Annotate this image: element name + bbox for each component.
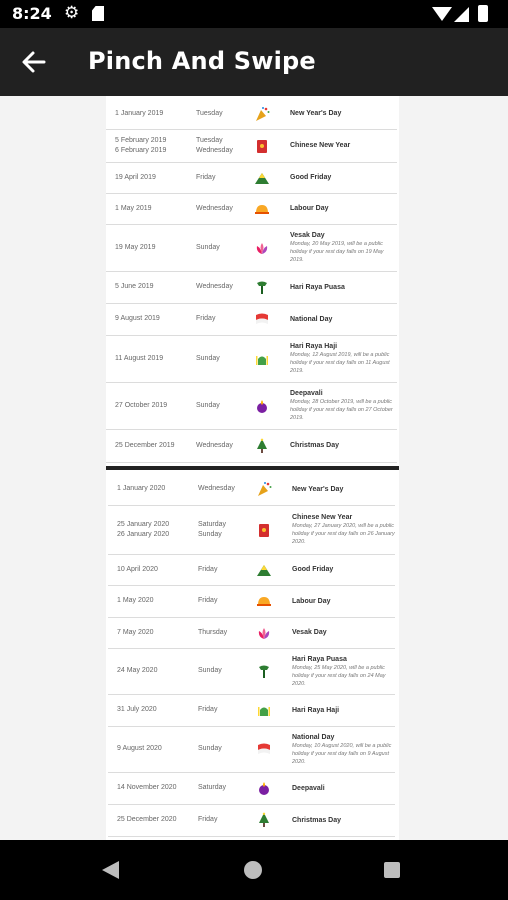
date-text: 31 July 2020 xyxy=(117,706,157,713)
row-day xyxy=(198,694,254,726)
sd-card-icon xyxy=(92,6,104,21)
day-text: Wednesday xyxy=(198,485,235,492)
status-bar xyxy=(0,0,508,28)
row-holiday xyxy=(292,505,396,554)
holiday-name: Deepavali xyxy=(292,784,325,792)
date-text: 14 November 2020 xyxy=(117,784,177,791)
row-holiday xyxy=(290,193,394,224)
flag-icon xyxy=(254,311,270,327)
row-day xyxy=(196,335,252,382)
row-holiday xyxy=(292,694,396,726)
date-text: 10 April 2020 xyxy=(117,565,158,573)
nav-home-icon[interactable] xyxy=(244,861,262,879)
row-holiday xyxy=(290,382,394,429)
date-text: 5 February 2019 xyxy=(115,136,167,144)
row-day xyxy=(198,726,254,772)
hard-hat-icon xyxy=(256,593,272,609)
holiday-name: Christmas Day xyxy=(290,442,340,449)
table-row xyxy=(106,162,397,194)
row-holiday xyxy=(290,162,394,193)
row-day xyxy=(198,585,254,617)
date-text: 1 May 2019 xyxy=(115,204,152,212)
oil-lamp-icon xyxy=(256,780,272,796)
day-text: Sunday xyxy=(196,354,220,362)
holiday-name: Deepavali xyxy=(290,390,323,397)
red-packet-icon xyxy=(254,138,270,154)
document-viewer[interactable] xyxy=(0,96,508,840)
christmas-tree-icon xyxy=(256,812,272,828)
row-holiday xyxy=(292,554,396,585)
holiday-name: Chinese New Year xyxy=(292,514,353,521)
lotus-icon xyxy=(256,625,272,641)
day-text: Wednesday xyxy=(196,441,233,449)
day-text: Friday xyxy=(198,816,218,823)
day-text: Wednesday xyxy=(196,146,233,154)
date-text: 25 January 2020 xyxy=(117,520,170,528)
day-text: Friday xyxy=(198,706,218,713)
gear-icon: ⚙ xyxy=(64,3,80,22)
table-row xyxy=(108,585,395,618)
arrow-left-icon xyxy=(14,44,54,80)
row-day xyxy=(198,473,254,505)
row-day xyxy=(198,505,254,554)
holiday-name: National Day xyxy=(290,315,333,323)
row-date xyxy=(117,772,195,804)
status-time: 8:24 xyxy=(12,4,52,23)
date-text: 7 May 2020 xyxy=(117,628,154,636)
ketupat-icon xyxy=(256,663,272,679)
row-date xyxy=(117,694,195,726)
holiday-name: Christmas Day xyxy=(292,816,342,824)
day-text: Sunday xyxy=(198,530,222,538)
date-text: 25 December 2020 xyxy=(117,816,177,823)
holiday-name: Hari Raya Puasa xyxy=(292,655,347,663)
row-date xyxy=(115,429,193,462)
hill-icon xyxy=(254,170,270,186)
row-day xyxy=(196,429,252,462)
holiday-note: Monday, 27 January 2020, will be a public holiday if your rest day falls on 26 January 2020. xyxy=(292,523,395,545)
row-date xyxy=(115,271,193,303)
row-day xyxy=(198,554,254,585)
red-packet-icon xyxy=(256,522,272,538)
holiday-note: Monday, 20 May 2019, will be a public holiday if your rest day falls on 19 May 2019. xyxy=(290,241,384,263)
row-holiday xyxy=(290,271,394,303)
holiday-name: Labour Day xyxy=(292,597,331,605)
day-text: Sunday xyxy=(198,745,222,752)
navigation-bar xyxy=(0,840,508,900)
table-row xyxy=(108,473,395,506)
date-text: 27 October 2019 xyxy=(115,401,168,409)
row-day xyxy=(196,303,252,335)
day-text: Saturday xyxy=(198,520,227,528)
day-text: Friday xyxy=(198,597,218,604)
day-text: Sunday xyxy=(198,667,222,674)
row-date xyxy=(115,335,193,382)
row-date xyxy=(115,98,193,129)
nav-recents-icon[interactable] xyxy=(384,862,400,878)
row-date xyxy=(117,585,195,617)
hill-icon xyxy=(256,562,272,578)
holiday-name: Labour Day xyxy=(290,205,329,212)
mosque-icon xyxy=(254,351,270,367)
holiday-name: Good Friday xyxy=(292,566,334,573)
date-text: 1 January 2020 xyxy=(117,485,166,492)
row-date xyxy=(115,224,193,271)
table-row xyxy=(108,554,395,586)
date-text: 11 August 2019 xyxy=(115,354,164,362)
mosque-icon xyxy=(256,702,272,718)
holiday-name: National Day xyxy=(292,733,335,741)
row-holiday xyxy=(290,303,394,335)
holiday-note: Monday, 10 August 2020, will be a public holiday if your rest day falls on 9 August 2020. xyxy=(292,742,392,765)
signal-icon xyxy=(454,7,469,22)
row-holiday xyxy=(290,429,394,462)
row-date xyxy=(115,193,193,224)
row-date xyxy=(117,617,195,648)
row-holiday xyxy=(292,804,396,836)
holiday-note: Monday, 25 May 2020, will be a public holiday if your rest day falls on 24 May 2020. xyxy=(292,664,386,687)
date-text: 26 January 2020 xyxy=(117,530,170,538)
day-text: Wednesday xyxy=(196,283,233,290)
row-holiday xyxy=(290,224,394,271)
date-text: 24 May 2020 xyxy=(117,667,158,674)
row-day xyxy=(198,648,254,694)
date-text: 9 August 2020 xyxy=(117,745,162,752)
row-day xyxy=(196,98,252,129)
row-day xyxy=(198,617,254,648)
row-holiday xyxy=(290,335,394,382)
row-day xyxy=(198,772,254,804)
day-text: Friday xyxy=(196,173,216,181)
row-date xyxy=(117,804,195,836)
table-row xyxy=(108,505,395,555)
row-day xyxy=(196,224,252,271)
holiday-name: Chinese New Year xyxy=(290,142,351,149)
holiday-note: Monday, 12 August 2019, will be a public holiday if your rest day falls on 11 August 2019. xyxy=(290,352,390,374)
lotus-icon xyxy=(254,240,270,256)
row-date xyxy=(117,726,195,772)
table-row xyxy=(106,271,397,304)
table-row xyxy=(108,648,395,695)
oil-lamp-icon xyxy=(254,398,270,414)
day-text: Sunday xyxy=(196,401,220,409)
nav-back-icon[interactable] xyxy=(102,861,119,879)
row-date xyxy=(117,505,195,554)
row-holiday xyxy=(292,726,396,772)
table-row xyxy=(106,303,397,336)
row-day xyxy=(196,382,252,429)
app-bar xyxy=(0,28,508,96)
table-row xyxy=(106,335,397,383)
row-date xyxy=(115,129,193,162)
wifi-icon xyxy=(432,7,452,21)
row-date xyxy=(117,473,195,505)
row-holiday xyxy=(290,98,394,129)
table-row xyxy=(108,726,395,773)
date-text: 9 August 2019 xyxy=(115,315,160,322)
christmas-tree-icon xyxy=(254,438,270,454)
table-row xyxy=(106,129,397,163)
day-text: Friday xyxy=(198,565,218,573)
table-row xyxy=(106,429,397,463)
row-holiday xyxy=(290,129,394,162)
holiday-name: Good Friday xyxy=(290,174,332,181)
row-day xyxy=(196,162,252,193)
row-date xyxy=(115,162,193,193)
ketupat-icon xyxy=(254,279,270,295)
row-date xyxy=(117,554,195,585)
row-date xyxy=(115,382,193,429)
battery-icon xyxy=(478,5,488,22)
row-day xyxy=(198,804,254,836)
row-day xyxy=(196,271,252,303)
table-row xyxy=(106,193,397,225)
flag-icon xyxy=(256,741,272,757)
party-popper-icon xyxy=(254,106,270,122)
row-day xyxy=(196,193,252,224)
day-text: Tuesday xyxy=(196,109,223,117)
row-holiday xyxy=(292,473,396,505)
holiday-name: Hari Raya Haji xyxy=(290,343,338,350)
date-text: 5 June 2019 xyxy=(115,283,154,290)
holiday-name: Vesak Day xyxy=(292,629,327,636)
table-row xyxy=(108,804,395,837)
table-row xyxy=(108,772,395,805)
day-text: Wednesday xyxy=(196,204,233,212)
day-text: Tuesday xyxy=(196,136,223,144)
back-button[interactable] xyxy=(14,44,54,80)
date-text: 19 April 2019 xyxy=(115,173,156,181)
row-holiday xyxy=(292,585,396,617)
holiday-name: New Year's Day xyxy=(290,110,342,117)
party-popper-icon xyxy=(256,481,272,497)
day-text: Thursday xyxy=(198,628,228,636)
table-row xyxy=(108,694,395,727)
date-text: 1 May 2020 xyxy=(117,597,154,604)
day-text: Saturday xyxy=(198,784,227,791)
row-holiday xyxy=(292,648,396,694)
date-text: 6 February 2019 xyxy=(115,146,167,154)
page-title: Pinch And Swipe xyxy=(88,47,316,75)
date-text: 19 May 2019 xyxy=(115,243,156,251)
row-date xyxy=(115,303,193,335)
row-holiday xyxy=(292,772,396,804)
table-row xyxy=(108,617,395,649)
day-text: Sunday xyxy=(196,243,220,251)
table-row xyxy=(106,98,397,130)
row-date xyxy=(117,648,195,694)
date-text: 1 January 2019 xyxy=(115,109,164,117)
day-text: Friday xyxy=(196,315,216,322)
holiday-name: Hari Raya Haji xyxy=(292,706,340,714)
holiday-name: New Year's Day xyxy=(292,485,344,493)
holiday-name: Vesak Day xyxy=(290,232,325,239)
date-text: 25 December 2019 xyxy=(115,441,175,449)
row-holiday xyxy=(292,617,396,648)
row-day xyxy=(196,129,252,162)
table-divider xyxy=(106,466,399,470)
holiday-note: Monday, 28 October 2019, will be a public holiday if your rest day falls on 27 October 2019. xyxy=(290,399,393,421)
hard-hat-icon xyxy=(254,201,270,217)
table-row xyxy=(106,224,397,272)
holiday-name: Hari Raya Puasa xyxy=(290,283,345,291)
table-row xyxy=(106,382,397,430)
